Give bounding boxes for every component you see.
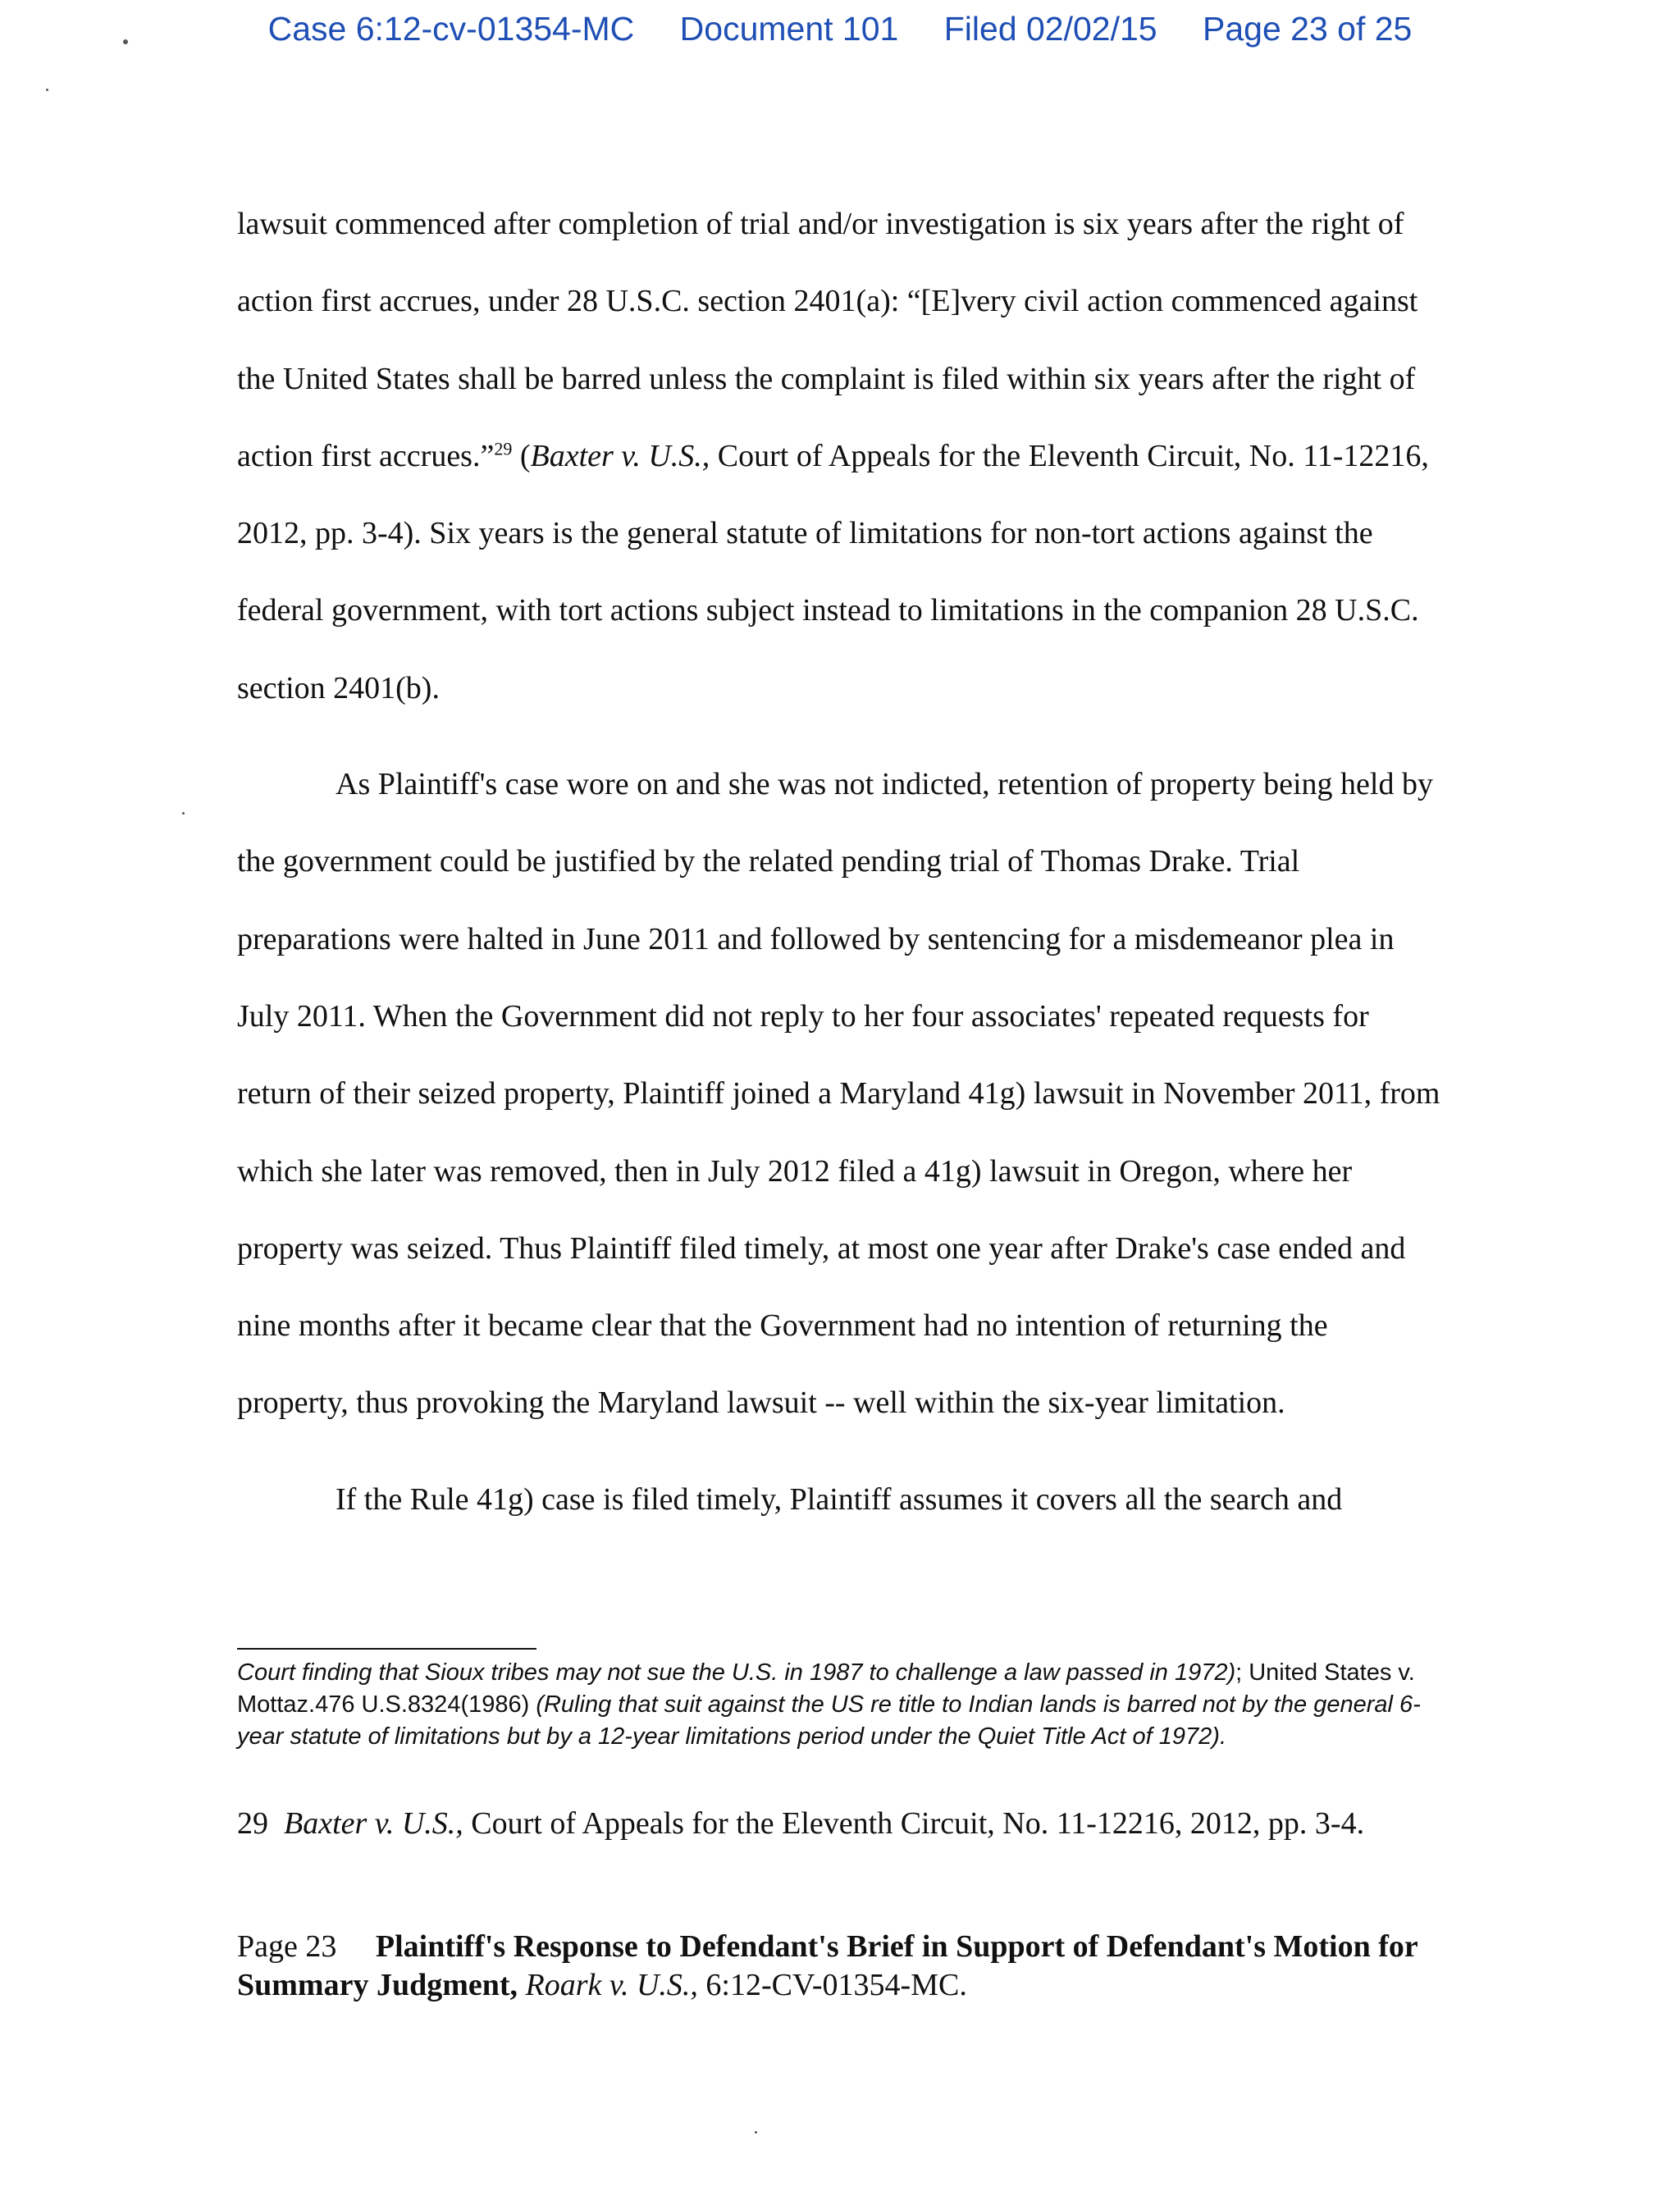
paragraph-2: As Plaintiff's case wore on and she was not indicted, retention of property being held by the government could be justified by the related pending trial of Thomas Drake. Trial preparations were halted in June 2011 and followed by sentencing for a misdemeanor plea in July 2011. When the Government did not reply to her four associates' repeated requests for return of their seized property, Plaintiff joined a Maryland 41g) lawsuit in November 2011, from which she later was removed, then in July 2012 filed a 41g) lawsuit in Oregon, where her property was seized. Thus Plaintiff filed timely, at most one year after Drake's case ended and nine months after it became clear that the Government had no intention of returning the property, thus provoking the Maryland lawsuit -- well within the six-year limitation. bbox=[237, 767, 1440, 1421]
document-number: Document 101 bbox=[679, 10, 899, 48]
footer-title: Plaintiff's Response to Defendant's Brief in Support of Defendant's Motion for Summary Judgment, bbox=[237, 1929, 1418, 2002]
footer-case-number: 6:12-CV-01354-MC. bbox=[697, 1968, 967, 2002]
footer-page-label: Page 23 bbox=[237, 1929, 337, 1964]
page-count: Page 23 of 25 bbox=[1203, 10, 1413, 48]
scan-speck bbox=[46, 89, 48, 91]
footnote-continuation: Court finding that Sioux tribes may not sue the U.S. in 1987 to challenge a law passed in 1972); United States v. Mottaz.476 U.S.8324(1986) (Ruling that suit against the US re title to Indian lands is barred not by the general 6-year statute of limitations but by a 12-year limitations period under the Quiet Title Act of 1972). bbox=[237, 1659, 1421, 1750]
paragraph-3: If the Rule 41g) case is filed timely, Plaintiff assumes it covers all the search and bbox=[336, 1481, 1343, 1517]
case-citation: Baxter v. U.S., bbox=[530, 438, 710, 473]
page-footer bbox=[237, 1928, 1435, 2005]
footnote-citation: Baxter v. U.S., bbox=[284, 1806, 463, 1841]
footer-case-name: Roark v. U.S., bbox=[525, 1968, 698, 2002]
footnote-29: 29 Baxter v. U.S., Court of Appeals for the Eleventh Circuit, No. 11-12216, 2012, pp. 3-4. bbox=[237, 1806, 1365, 1841]
scan-speck bbox=[123, 39, 128, 44]
scan-speck bbox=[182, 812, 185, 815]
document-body bbox=[237, 185, 1443, 1538]
scan-speck bbox=[755, 2131, 757, 2134]
ecf-case-header bbox=[0, 10, 1680, 48]
footnote-ref-29: 29 bbox=[494, 438, 513, 459]
filed-date: Filed 02/02/15 bbox=[943, 10, 1157, 48]
case-number: Case 6:12-cv-01354-MC bbox=[267, 10, 635, 48]
footnote-number: 29 bbox=[237, 1806, 268, 1841]
paragraph-1: lawsuit commenced after completion of trial and/or investigation is six years after the right of action first accrues, under 28 U.S.C. section 2401(a): “[E]very civil action commenced against the United States shall be barred unless the complaint is filed within six years after the right of action first accrues.”$^{29}$ (Baxter v. U.S., Court of Appeals for the Eleventh Circuit, No. 11-12216, 2012, pp. 3-4). Six years is the general statute of limitations for non-tort actions against the federal government, with tort actions subject instead to limitations in the companion 28 U.S.C. section 2401(b). bbox=[237, 207, 1429, 705]
footnote-divider bbox=[237, 1648, 536, 1650]
